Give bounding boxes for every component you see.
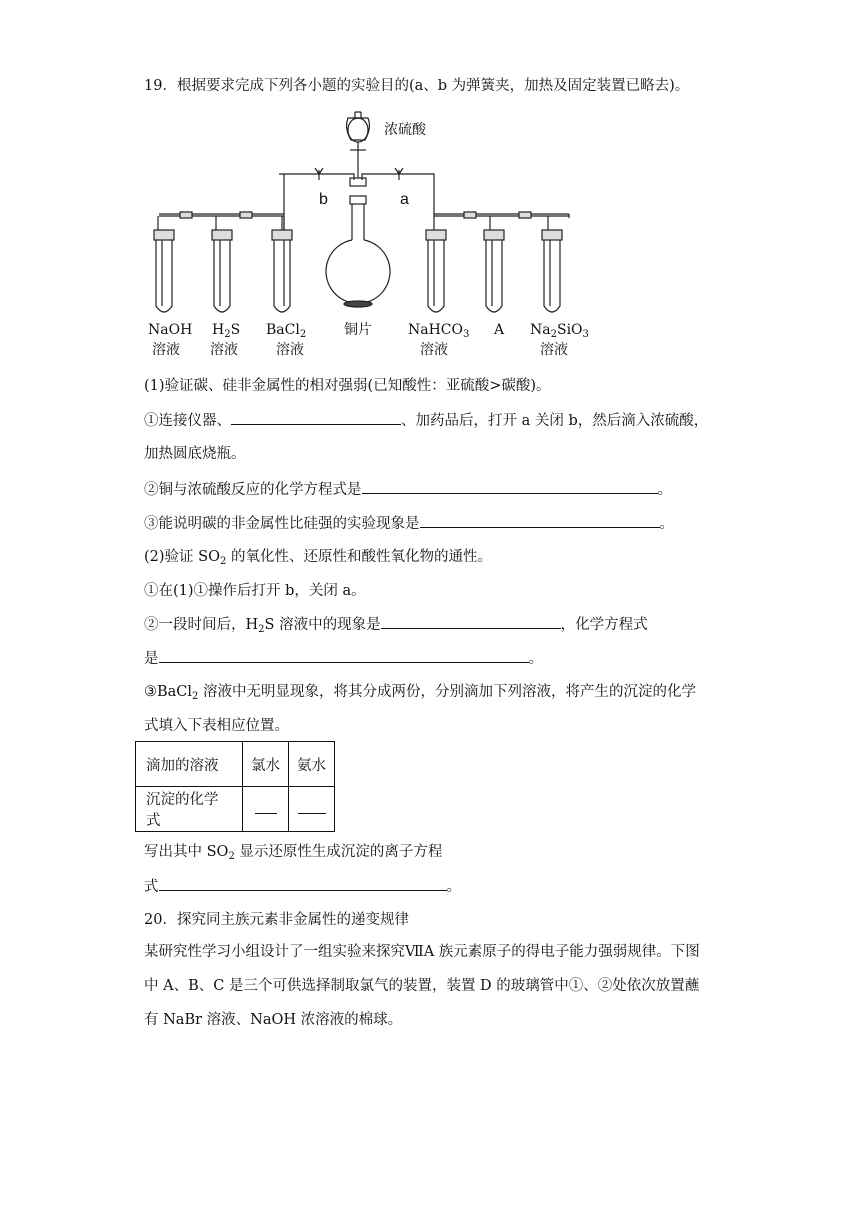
q20-line-2: 中 A、B、C 是三个可供选择制取氯气的装置，装置 D 的玻璃管中①、②处依次放置蘸 xyxy=(144,978,700,994)
test-tube-naoh xyxy=(154,216,174,312)
test-tube-nahco3 xyxy=(426,230,446,312)
part2-step4-cont: 式 。 xyxy=(144,876,461,897)
table-header-cell: 氨水 xyxy=(289,742,335,787)
part2-heading: (2)验证 $SO_2$ 的氧化性、还原性和酸性氧化物的通性。 xyxy=(144,549,492,567)
part1-step1: ①连接仪器、 、加药品后，打开 a 关闭 b，然后滴入浓硫酸， xyxy=(144,410,708,431)
tube-label-na2sio3: $Na_2SiO_3$ xyxy=(530,322,589,340)
clip-b-label: b xyxy=(319,191,328,208)
test-tube-bacl2 xyxy=(272,230,292,312)
q19-title: 19．根据要求完成下列各小题的实验目的(a、b 为弹簧夹，加热及固定装置已略去)。 xyxy=(144,78,690,94)
tube-label-nahco3-sol: 溶液 xyxy=(420,342,448,358)
tube-label-h2s-sol: 溶液 xyxy=(210,342,238,358)
q20-title: 20．探究同主族元素非金属性的递变规律 xyxy=(144,912,409,928)
answer-blank[interactable] xyxy=(159,876,447,891)
table-answer-cell[interactable] xyxy=(289,787,335,832)
part2-step1: ①在(1)①操作后打开 b，关闭 a。 xyxy=(144,583,366,599)
apparatus-diagram xyxy=(144,108,594,360)
tube-label-bacl2-sol: 溶液 xyxy=(276,342,304,358)
answer-blank[interactable] xyxy=(362,479,658,494)
q20-line-1: 某研究性学习小组设计了一组实验来探究ⅦA 族元素原子的得电子能力强弱规律。下图 xyxy=(144,944,700,960)
part2-step2-cont: 是 。 xyxy=(144,648,543,669)
answer-blank[interactable] xyxy=(255,801,277,814)
answer-blank[interactable] xyxy=(159,648,529,663)
precipitate-table xyxy=(135,741,335,832)
part2-step3-cont: 式填入下表相应位置。 xyxy=(144,718,289,734)
part1-heading: (1)验证碳、硅非金属性的相对强弱(已知酸性：亚硫酸>碳酸)。 xyxy=(144,378,551,394)
flask-label: 铜片 xyxy=(344,322,372,338)
table-header-cell: 氯水 xyxy=(243,742,289,787)
q20-line-3: 有 NaBr 溶液、NaOH 浓溶液的棉球。 xyxy=(144,1012,403,1028)
part2-step2: ②一段时间后，$H_2S$ 溶液中的现象是 ，化学方程式 xyxy=(144,614,648,635)
test-tube-a xyxy=(484,216,504,312)
tube-label-a: A xyxy=(494,322,505,338)
part1-step1-cont: 加热圆底烧瓶。 xyxy=(144,446,246,462)
answer-blank[interactable] xyxy=(231,410,401,425)
table-answer-cell[interactable] xyxy=(243,787,289,832)
tube-label-nahco3: NaHCO$_3$ xyxy=(408,322,470,340)
table-row xyxy=(136,742,335,787)
funnel-label: 浓硫酸 xyxy=(384,122,426,138)
separatory-funnel xyxy=(347,112,370,178)
answer-blank[interactable] xyxy=(298,801,326,814)
clip-a-label: a xyxy=(400,191,409,208)
part1-step2: ②铜与浓硫酸反应的化学方程式是 。 xyxy=(144,479,672,500)
tube-label-naoh-sol: 溶液 xyxy=(152,342,180,358)
round-bottom-flask xyxy=(326,178,390,307)
tube-label-h2s: $H_2S$ xyxy=(212,322,241,340)
answer-blank[interactable] xyxy=(420,513,660,528)
part2-step4: 写出其中 $SO_2$ 显示还原性生成沉淀的离子方程 xyxy=(144,844,443,862)
part1-step3: ③能说明碳的非金属性比硅强的实验现象是 。 xyxy=(144,513,674,534)
table-row-label: 沉淀的化学式 xyxy=(136,787,243,832)
test-tube-h2s xyxy=(212,216,232,312)
table-header-cell: 滴加的溶液 xyxy=(136,742,243,787)
test-tube-na2sio3 xyxy=(542,214,569,312)
answer-blank[interactable] xyxy=(381,614,561,629)
table-row xyxy=(136,787,335,832)
tube-label-naoh: NaOH xyxy=(148,322,193,338)
tube-label-na2sio3-sol: 溶液 xyxy=(540,342,568,358)
tube-label-bacl2: BaCl$_2$ xyxy=(266,322,307,340)
part2-step3: ③BaCl$_2$ 溶液中无明显现象，将其分成两份，分别滴加下列溶液，将产生的沉淀的化学 xyxy=(144,684,697,702)
